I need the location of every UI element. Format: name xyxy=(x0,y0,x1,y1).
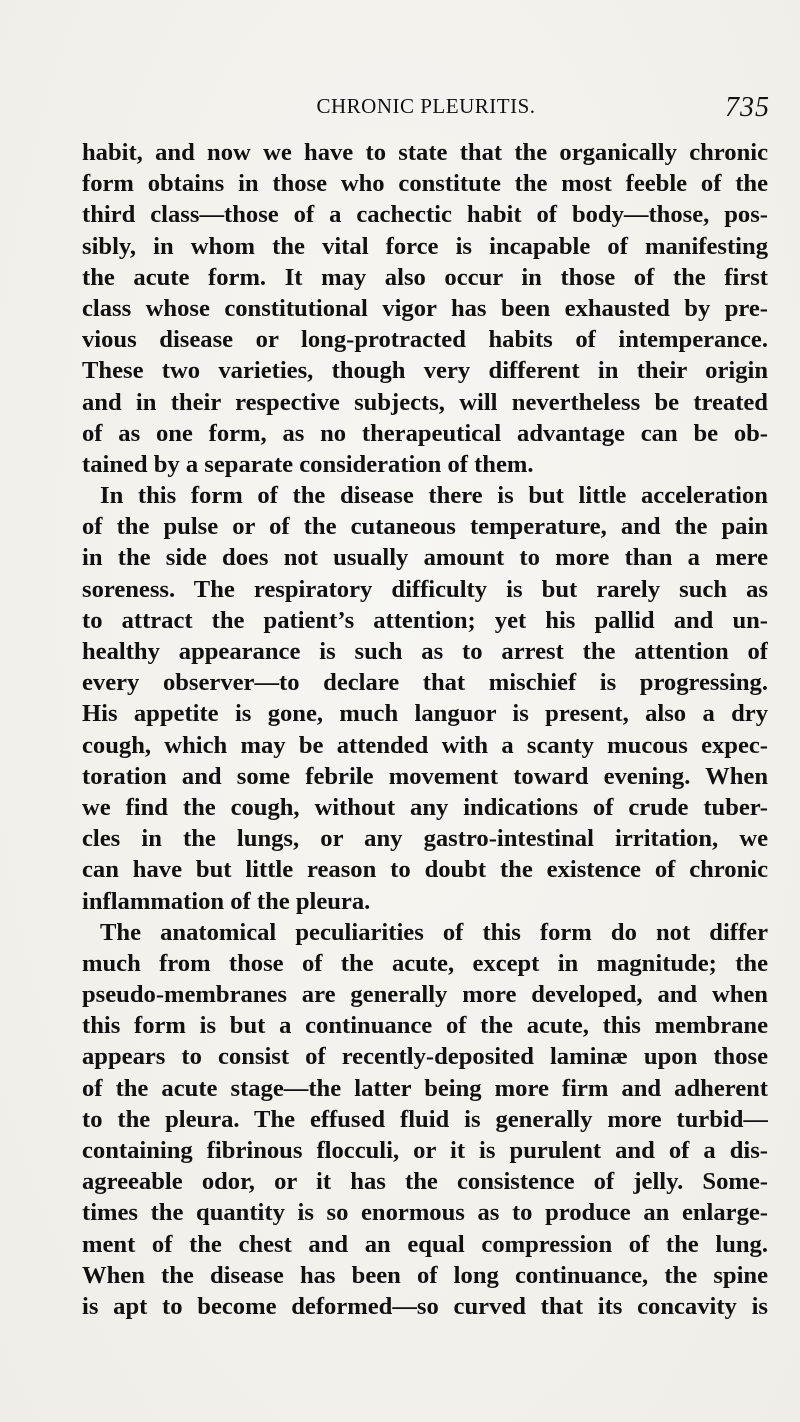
text-line: sibly, in whom the vital force is incapable of manifesting xyxy=(82,232,768,260)
text-line: form obtains in those who constitute the most feeble of the xyxy=(82,170,768,198)
text-line: habit, and now we have to state that the organically chronic xyxy=(82,139,768,166)
text-line: appears to consist of recently-deposited laminæ upon those xyxy=(82,1043,768,1071)
text-line: When the disease has been of long continuance, the spine xyxy=(82,1261,768,1289)
text-line: vious disease or long-protracted habits of intemperance. xyxy=(82,326,768,354)
page-number: 735 xyxy=(725,92,770,123)
text-line: of the acute stage—the latter being more firm and adherent xyxy=(82,1074,768,1102)
text-line: to the pleura. The effused fluid is generally more turbid— xyxy=(82,1105,768,1133)
text-line: we find the cough, without any indications of crude tuber- xyxy=(82,793,768,821)
text-line: tained by a separate consideration of them. xyxy=(82,450,534,478)
text-line: this form is but a continuance of the acute, this membrane xyxy=(82,1012,768,1040)
text-line: times the quantity is so enormous as to produce an enlarge- xyxy=(82,1199,768,1227)
text-line: of the pulse or of the cutaneous temperature, and the pain xyxy=(82,513,768,541)
text-line: toration and some febrile movement toward evening. When xyxy=(82,762,768,790)
text-line: the acute form. It may also occur in those of the first xyxy=(82,263,768,291)
text-line: is apt to become deformed—so curved that its concavity is xyxy=(82,1292,768,1320)
paragraph-first-line: In this form of the disease there is but little acceleration xyxy=(100,482,768,510)
text-line: These two varieties, though very different in their origin xyxy=(82,357,768,385)
running-title: CHRONIC PLEURITIS. xyxy=(316,94,536,118)
text-line: agreeable odor, or it has the consistence of jelly. Some- xyxy=(82,1168,768,1196)
text-line: pseudo-membranes are generally more developed, and when xyxy=(82,981,768,1009)
text-line: to attract the patient’s attention; yet his pallid and un- xyxy=(82,606,768,634)
running-head xyxy=(82,94,770,124)
text-line: much from those of the acute, except in magnitude; the xyxy=(82,949,768,977)
text-line: can have but little reason to doubt the existence of chronic xyxy=(82,856,768,884)
text-line: soreness. The respiratory difficulty is but rarely such as xyxy=(82,575,768,603)
text-line: of as one form, as no therapeutical advantage can be ob- xyxy=(82,419,768,447)
text-line: cough, which may be attended with a scanty mucous expec- xyxy=(82,731,768,759)
text-line: containing fibrinous flocculi, or it is purulent and of a dis- xyxy=(82,1137,768,1164)
text-line: His appetite is gone, much languor is present, also a dry xyxy=(82,700,768,728)
text-line: healthy appearance is such as to arrest the attention of xyxy=(82,638,768,665)
text-line: and in their respective subjects, will nevertheless be treated xyxy=(82,388,768,416)
text-line: ment of the chest and an equal compression of the lung. xyxy=(82,1230,768,1258)
body-text xyxy=(82,137,768,1322)
text-line: every observer—to declare that mischief is progressing. xyxy=(82,669,768,697)
text-line: class whose constitutional vigor has been exhausted by pre- xyxy=(82,294,768,322)
text-line: inflammation of the pleura. xyxy=(82,887,371,915)
paragraph-first-line: The anatomical peculiarities of this form do not differ xyxy=(100,918,768,946)
text-line: cles in the lungs, or any gastro-intestinal irritation, we xyxy=(82,825,768,853)
text-line: in the side does not usually amount to more than a mere xyxy=(82,544,768,572)
text-line: third class—those of a cachectic habit of body—those, pos- xyxy=(82,201,768,229)
